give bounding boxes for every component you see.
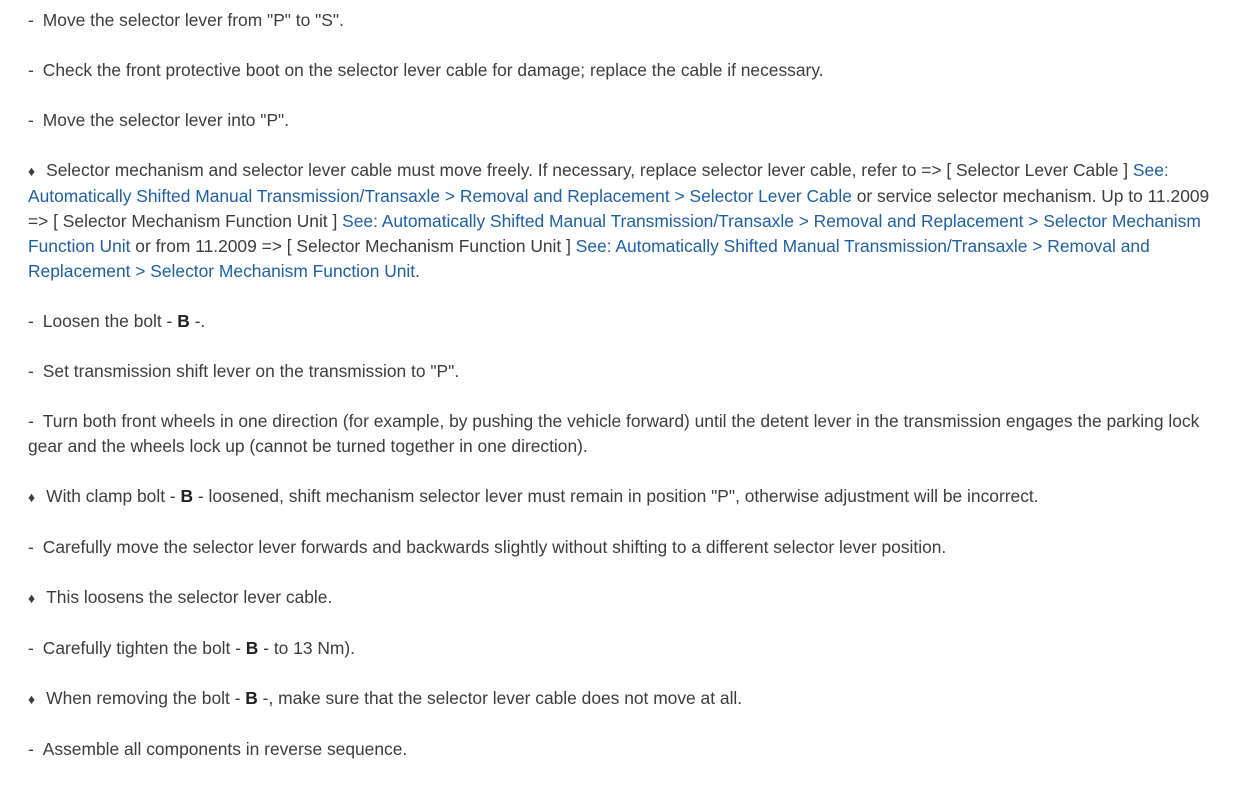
step-text: Check the front protective boot on the selector lever cable for damage; replace the cable if necessary. [42, 60, 824, 80]
bolt-label: B [245, 688, 258, 708]
dash-marker: - [28, 361, 34, 381]
note-text: - loosened, shift mechanism selector lever must remain in position "P", otherwise adjustment will be incorrect. [193, 486, 1039, 506]
note-text: When removing the bolt - [46, 688, 246, 708]
step-set-shift-lever [28, 359, 1233, 384]
step-turn-wheels [28, 409, 1233, 459]
link-selector-mechanism-from-2009[interactable]: See: Automatically Shifted Manual Transmission/Transaxle > Removal and Replacement > Selector Mechanism Function Unit [28, 236, 1150, 281]
link-selector-lever-cable[interactable]: See: Automatically Shifted Manual Transmission/Transaxle > Removal and Replacement > Selector Lever Cable [28, 160, 1169, 206]
diamond-bullet-icon: ♦ [28, 163, 36, 179]
step-loosen-bolt [28, 309, 1233, 334]
step-move-lever-to-p [28, 108, 1233, 133]
step-text: Move the selector lever from "P" to "S". [42, 10, 344, 30]
dash-marker: - [28, 110, 34, 130]
note-text: Selector mechanism and selector lever cable must move freely. If necessary, replace selector lever cable, refer to => [ Selector Lever Cable ] [46, 160, 1133, 180]
diamond-bullet-icon: ♦ [28, 590, 36, 606]
note-text: This loosens the selector lever cable. [46, 587, 333, 607]
note-text: . [415, 261, 420, 281]
step-text: Carefully tighten the bolt - [42, 638, 246, 658]
dash-marker: - [28, 311, 34, 331]
step-text: Move the selector lever into "P". [42, 110, 290, 130]
diamond-bullet-icon: ♦ [28, 691, 36, 707]
procedure-document [28, 8, 1233, 787]
note-text: or from 11.2009 => [ Selector Mechanism Function Unit ] [130, 236, 576, 256]
note-text: With clamp bolt - [46, 486, 181, 506]
step-assemble [28, 737, 1233, 762]
step-text: Carefully move the selector lever forwards and backwards slightly without shifting to a different selector lever position. [42, 537, 947, 557]
bolt-label: B [177, 311, 190, 331]
step-move-lever-slightly [28, 535, 1233, 560]
step-text: Assemble all components in reverse sequence. [42, 739, 408, 759]
note-selector-mechanism [28, 158, 1233, 284]
step-text: Turn both front wheels in one direction (for example, by pushing the vehicle forward) until the detent lever in the transmission engages the parking lock gear and the wheels lock up (cannot be turned together in one direction). [28, 411, 1200, 456]
bolt-label: B [180, 486, 194, 506]
step-text: Set transmission shift lever on the transmission to "P". [42, 361, 460, 381]
link-selector-mechanism-up-to-2009[interactable]: See: Automatically Shifted Manual Transmission/Transaxle > Removal and Replacement > Selector Mechanism Function Unit [28, 211, 1201, 256]
step-text: - to 13 Nm). [258, 638, 355, 658]
dash-marker: - [28, 60, 34, 80]
step-move-lever-p-to-s [28, 8, 1233, 33]
dash-marker: - [28, 10, 34, 30]
note-removing-bolt [28, 686, 1233, 712]
note-loosens-cable [28, 585, 1233, 611]
dash-marker: - [28, 411, 34, 431]
note-text: or service selector mechanism. Up to 11.2009 => [ Selector Mechanism Function Unit ] [28, 186, 1210, 231]
note-clamp-bolt [28, 484, 1233, 510]
diamond-bullet-icon: ♦ [28, 489, 36, 505]
bolt-label: B [245, 638, 259, 658]
step-text: Loosen the bolt - [42, 311, 178, 331]
dash-marker: - [28, 739, 34, 759]
note-text: -, make sure that the selector lever cable does not move at all. [257, 688, 743, 708]
dash-marker: - [28, 638, 34, 658]
step-text: -. [189, 311, 206, 331]
dash-marker: - [28, 537, 34, 557]
step-tighten-bolt [28, 636, 1233, 661]
step-check-boot [28, 58, 1233, 83]
